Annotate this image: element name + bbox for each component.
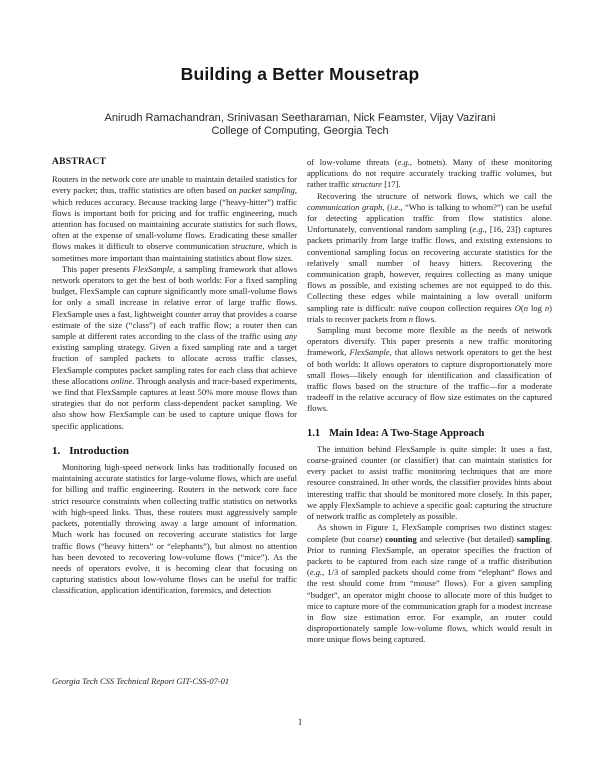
text-segment: , 1/3 of sampled packets should come from “elephant” flows and the rest should come from “mouse” flows). For a given sampling “budget”, an operator might choose to allocate more of this budget to mice to capture more of the communication graph for a modest increase in flow size estimation error. For example, an router could disproportionately sample low-volume flows, which would result in more unique flows being captured. [307,567,552,645]
text-segment: FlexSample [132,263,173,274]
paragraph [307,325,552,415]
right-column [307,157,552,646]
text-segment: , botnets). Many of these monitoring applications do not require accurately tracking traffic volumes, but rather traffic [307,157,552,190]
text-segment: counting [385,533,417,544]
paragraph [307,157,552,191]
text-segment: . Prior to running FlexSample, an operator specifies the fraction of packets to be captured from each size range of a traffic distribution ( [307,533,552,578]
text-segment: , a sampling framework that allows network operators to get the best of both worlds: For a fixed sampling budget, FlexSample can capture significantly more small-volume flows for only a small increase in relative error of large traffic flows. FlexSample uses a fast, lightweight counter array that provides a coarse estimate of the size (“class”) of each traffic flow; a router then can sample at different rates according to the class of the traffic using [52,263,297,342]
text-segment: structure [231,241,263,252]
two-column-body [52,157,552,646]
subsection-title-text: Main Idea: A Two-Stage Approach [329,427,485,439]
text-segment: ( [520,302,524,313]
text-segment: O [514,302,521,313]
text-segment: Routers in the network core are unable to maintain detailed statistics for every packet; thus, traffic statistics are often based on [52,174,297,196]
paragraph [307,444,552,522]
text-segment: Sampling must become more flexible as the needs of network operators diversify. This paper presents a new traffic monitoring framework, [307,325,552,358]
text-segment: , [16, 23]) captures packets primarily from large traffic flows, and existing extensions to conventional sampling focus on recovering accurate statistics for the relatively small number of heavy hitters. Recovering the communication graph, however, requires collecting as many unique flows as possible, and existing schemes are not equipped to do this. Collecting these edges while maintaining a low overall uniform sampling rate is difficult: naïve coupon collection requires [307,224,552,313]
text-segment: and selective (but detailed) [416,533,517,544]
text-segment: As shown in Figure 1, FlexSample comprises two distinct stages: complete (but coarse) [307,522,552,544]
paper-title: Building a Better Mousetrap [180,64,420,84]
paper-affiliation: College of Computing, Georgia Tech [211,124,389,137]
text-segment: sizes [274,252,291,263]
text-segment: n [544,302,550,313]
subsection-heading [307,428,552,439]
paragraph [52,264,297,432]
text-segment: existing sampling strategy. Given a fixed sampling rate and a target fraction of sampled packets to allocate across traffic classes, FlexSample computes packet sampling rates for each class that achieve these allocations [52,342,297,386]
page-number: 1 [297,717,303,727]
text-segment: packet sampling [239,185,295,196]
text-segment: n [408,313,413,324]
section-number: 1. [52,444,61,457]
paragraph [307,191,552,325]
text-segment: e.g. [309,567,323,578]
text-segment: , which is sometimes more important than maintaining statistics about flow [52,241,297,263]
abstract-body [52,174,297,432]
text-segment: , ( [382,201,390,212]
text-segment: log [527,302,545,313]
subsection-body [307,444,552,646]
text-segment: i.e. [389,201,401,212]
introduction-body [52,462,297,596]
text-segment: The intuition behind FlexSample is quite simple: It uses a fast, coarse-grained counter (or classifier) that can maintain statistics for every packet to assist traffic monitoring techniques that are more resource constrained. In other words, the classifier provides hints about interesting traffic that should be monitored more closely. In this paper, we apply FlexSample to achieve a specific goal: capturing the structure of network traffic as completely as possible. [307,443,552,522]
text-segment: structure [351,179,383,190]
text-segment: This paper presents [62,263,133,274]
section-title-text: Introduction [69,444,129,457]
paper-authors: Anirudh Ramachandran, Srinivasan Seetharaman, Nick Feamster, Vijay Vazirani [104,112,496,124]
text-segment: FlexSample [349,347,390,358]
introduction-heading [52,446,297,457]
text-segment: of low-volume threats ( [307,157,398,167]
text-segment: n [523,302,528,313]
text-segment: sampling [516,533,550,544]
text-segment: communication graph [307,201,383,212]
text-segment: , “Who is talking to whom?”) can be useful for detecting application traffic from flow statistics alone. Unfortunately, conventional random sampling ( [307,201,552,235]
text-segment: . Through analysis and trace-based experiments, we find that FlexSample captures at least 50% more mouse flows than strategies that do not perform class-dependent packet sampling. We also show how FlexSample can be used to capture unique flows for specific applications. [52,375,297,431]
text-segment: any [284,331,297,342]
paragraph [52,174,297,264]
text-segment: . [290,252,294,263]
text-segment: ) trials to recover packets from [307,302,552,324]
text-segment: Recovering the structure of network flows, which we call the [317,190,552,201]
right-column-top-body [307,157,552,415]
paragraph [307,522,552,645]
text-segment: online [110,375,133,386]
text-segment: flows. [412,313,437,324]
text-segment: e.g. [472,224,485,235]
text-segment: e.g. [397,157,410,167]
paragraph [52,462,297,596]
text-segment: Monitoring high-speed network links has traditionally focused on maintaining accurate statistics for large-volume flows, which are useful for billing and traffic engineering. Routers in the network core face strict resource constraints when collecting traffic statistics on networks with high-speed links. Thus, these routers must aggressively sample packets, potentially throwing away a large amount of information. Much work has focused on recovering accurate statistics for large traffic flows (“heavy hitters” or “elephants”), but almost no attention has been devoted to recovering low-volume flows (“mice”). As the needs of operators evolve, it is becoming clear that focusing on capturing statistics about low-volume flows can be useful for traffic classification, application identification, forensics, and detection [52,462,297,596]
subsection-number: 1.1 [307,427,321,439]
text-segment: [17]. [382,179,401,190]
left-column [52,157,297,646]
text-segment: , which reduces accuracy. Because tracking large (“heavy-hitter”) traffic flows is important both for pricing and for traffic engineering, much attention has focused on maintaining accurate statistics for such flows, often at the expense of small-volume flows. Eradicating these smaller flows makes it difficult to observe communication [52,185,297,252]
text-segment: , that allows network operators to get the best of both worlds: It allows operators to capture disproportionately more small flows—likely enough for identification and classification of traffic flows based on the structure of the traffic—for a moderate tradeoff in the relative accuracy of flow size estimates on the captured flows. [307,347,552,414]
abstract-heading: ABSTRACT [52,157,107,167]
technical-report-note: Georgia Tech CSS Technical Report GIT-CSS-07-01 [52,676,230,686]
